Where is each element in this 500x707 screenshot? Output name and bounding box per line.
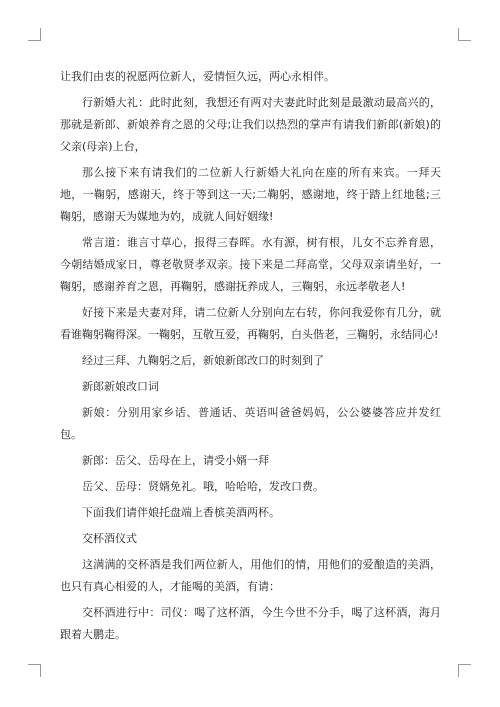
- paragraph: 新郎：岳父、岳母在上，请受小婿一拜: [82, 454, 269, 467]
- paragraph: 让我们由衷的祝愿两位新人，爱情恒久远，两心永相伴。: [60, 70, 335, 83]
- paragraph: 新娘：分别用家乡话、普通话、英语叫爸爸妈妈，公公婆婆答应并发红包。: [60, 406, 441, 441]
- paragraph: 交杯酒进行中：司仪：喝了这杯酒，今生今世不分手，喝了这杯酒，海月跟着大鹏走。: [60, 606, 441, 641]
- paragraph: 这满满的交杯酒是我们两位新人，用他们的情，用他们的爱酿造的美酒，也只有真心相爱的人，才能喝的美酒，有请：: [60, 558, 441, 593]
- section-heading: 交杯酒仪式: [82, 532, 137, 545]
- paragraph: 那么接下来有请我们的二位新人行新婚大礼向在座的所有来宾。一拜天地，一鞠躬，感谢天，终于等到这一天;二鞠躬，感谢地，终于踏上红地毯;三鞠躬，感谢天为媒地为妁，成就人间好姻缘!: [60, 166, 441, 223]
- paragraph: 经过三拜、九鞠躬之后，新娘新郎改口的时刻到了: [82, 354, 324, 367]
- crop-mark-top-right: [458, 28, 471, 41]
- crop-mark-top-left: [28, 28, 41, 41]
- paragraph: 岳父、岳母：贤婿免礼。哦，哈哈哈，发改口费。: [82, 480, 324, 493]
- document-body: [60, 66, 441, 650]
- paragraph: 好接下来是夫妻对拜，请二位新人分别向左右转，你问我爱你有几分，就看谁鞠躬鞠得深。一鞠躬，互敬互爱，再鞠躬，白头偕老，三鞠躬，永结同心!: [60, 306, 441, 341]
- crop-mark-bottom-right: [458, 664, 471, 677]
- paragraph: 常言道：谁言寸草心，报得三春晖。水有源，树有根，儿女不忘养育恩，今朝结婚成家日，尊老敬贤孝双亲。接下来是二拜高堂，父母双亲请坐好，一鞠躬，感谢养育之恩，再鞠躬，感谢抚养成人，三鞠躬，永远孝敬老人!: [60, 236, 441, 293]
- section-heading: 新郎新娘改口词: [82, 380, 159, 393]
- paragraph: 行新婚大礼：此时此刻，我想还有两对夫妻此时此刻是最激动最高兴的，那就是新郎、新娘养育之恩的父母;让我们以热烈的掌声有请我们新郎(新娘)的父亲(母亲)上台，: [60, 96, 441, 153]
- paragraph: 下面我们请伴娘托盘端上香槟美酒两杯。: [82, 506, 280, 519]
- crop-mark-bottom-left: [28, 664, 41, 677]
